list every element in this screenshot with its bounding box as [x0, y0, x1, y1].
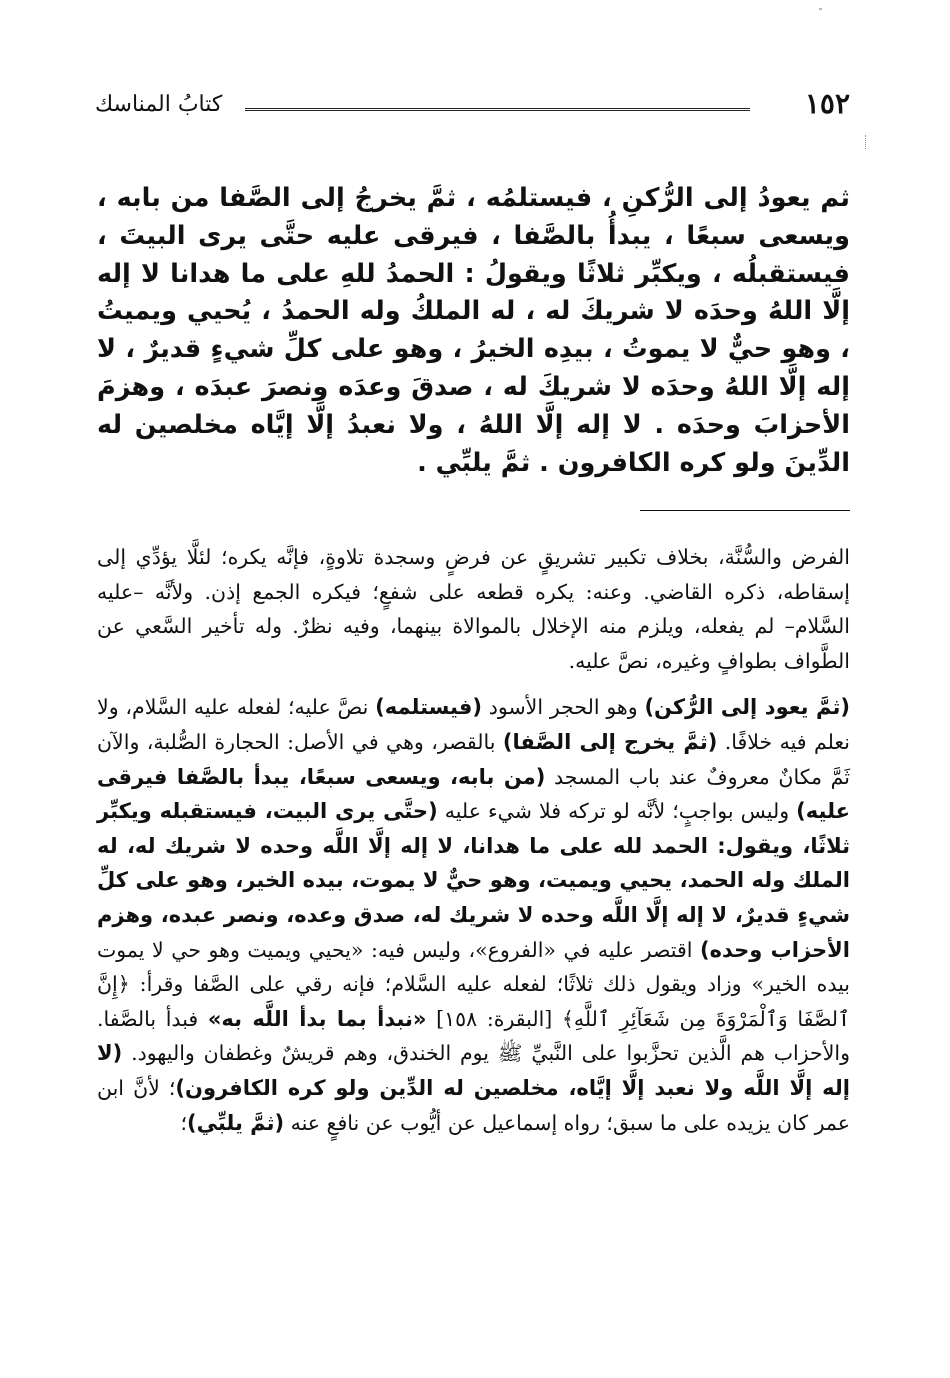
commentary-text: اقتصر عليه في «الفروع»، وليس فيه: «يحيي ويميت وهو حي لا يموت بيده الخير» وزاد ويقول ذلك ثلاثًا؛ لفعله عليه السَّلام؛ فإنه رقي على الصَّفا وقرأ: ﴿إِنَّ ٱلصَّفَا وَٱلْمَرْوَةَ مِن شَعَآئِرِ ٱللَّهِ﴾ [البقرة: ١٥٨]: [97, 937, 850, 1031]
quoted-text: (فيستلمه): [375, 695, 482, 720]
commentary-text: ؛ لأنَّ ابن عمر كان يزيده على ما سبق؛ رواه إسماعيل عن أيُّوب عن نافعٍ عنه: [97, 1075, 850, 1135]
quoted-text: (لا إله إلَّا اللَّه ولا نعبد إلَّا إيَّاه، مخلصين له الدِّين ولو كره الكافرون): [97, 1041, 850, 1100]
quoted-text: (حتَّى يرى البيت، فيستقبله ويكبِّر ثلاثًا، ويقول: الحمد لله على ما هدانا، لا إله إلَّا اللَّه وحده لا شريك له، له الملك وله الحمد، يحيي ويميت، وهو حيٌّ لا يموت، بيده الخير، وهو على كلِّ شيءٍ قديرٌ، لا إله إلَّا اللَّه وحده لا شريك له، صدق وعده، ونصر عبده، وهزم الأحزاب وحده): [97, 799, 850, 962]
commentary-text: وهو الحجر الأسود: [481, 695, 645, 720]
page-header: [95, 88, 850, 128]
commentary-text: ؛: [180, 1110, 187, 1135]
corner-mark: [819, 8, 822, 10]
commentary: [97, 540, 850, 1140]
commentary-text: بالقصر، وهي في الأصل: الحجارة الصُّلبة، والآن ثَمَّ مكانٌ معروفٌ عند باب المسجد: [97, 729, 850, 789]
quoted-hadith: «نبدأ بما بدأ اللَّه به»: [207, 1006, 427, 1031]
commentary-text: وليس بواجبٍ؛ لأنَّه لو تركه فلا شيء عليه: [437, 799, 797, 824]
quoted-text: (ثمَّ يخرج إلى الصَّفا): [502, 729, 718, 754]
main-text: [97, 180, 850, 482]
margin-mark: [863, 135, 866, 149]
running-title: كتابُ المناسك: [95, 92, 223, 117]
header-rule: [245, 108, 750, 111]
commentary-text: فبدأ بالصَّفا. والأحزاب هم الَّذين تحزَّبوا على النَّبيِّ ﷺ يوم الخندق، وهم قريشٌ وغطفان واليهود.: [97, 1006, 850, 1066]
commentary-paragraph-1: الفرض والسُّنَّة، بخلاف تكبير تشريقٍ عن فرضٍ وسجدة تلاوةٍ، فإنَّه يكره؛ لئلَّا يؤدِّي إلى إسقاطه، ذكره القاضي. وعنه: يكره قطعه على شفعٍ؛ فيكره الجمع إذن. ولأنَّه –عليه السَّلام– لم يفعله، ويلزم منه الإخلال بالموالاة بينهما، وفيه نظرٌ. وله تأخير السَّعي عن الطَّواف بطوافٍ وغيره، نصَّ عليه.: [97, 545, 850, 673]
commentary-text: نصَّ عليه؛ لفعله عليه السَّلام، ولا نعلم فيه خلافًا.: [97, 695, 850, 754]
quoted-text: (من بابه، ويسعى سبعًا، يبدأ بالصَّفا فيرقى عليه): [97, 764, 850, 824]
page-number: ١٥٢: [804, 87, 850, 120]
quoted-text: (ثمَّ يلبِّي): [186, 1110, 285, 1135]
main-text-paragraph: ثم يعودُ إلى الرُّكنِ ، فيستلمُه ، ثمَّ يخرجُ إلى الصَّفا من بابه ، ويسعى سبعًا ، يبدأُ بالصَّفا ، فيرقى عليه حتَّى يرى البيتَ ، فيستقبلُه ، ويكبِّر ثلاثًا ويقولُ : الحمدُ للهِ على ما هدانا لا إله إلَّا اللهُ وحدَه لا شريكَ له ، له الملكُ وله الحمدُ ، يُحيي ويميتُ ، وهو حيٌّ لا يموتُ ، بيدِه الخيرُ ، وهو على كلِّ شيءٍ قديرٌ ، لا إله إلَّا اللهُ وحدَه لا شريكَ له ، صدقَ وعدَه ونصرَ عبدَه ، وهزمَ الأحزابَ وحدَه . لا إله إلَّا اللهُ ، ولا نعبدُ إلَّا إيَّاه مخلصين له الدِّينَ ولو كره الكافرون . ثمَّ يلبِّي .: [97, 183, 850, 478]
footnote-rule: [640, 510, 850, 511]
commentary-paragraph-2: [97, 690, 850, 1140]
quoted-text: (ثمَّ يعود إلى الرُّكن): [644, 695, 851, 720]
